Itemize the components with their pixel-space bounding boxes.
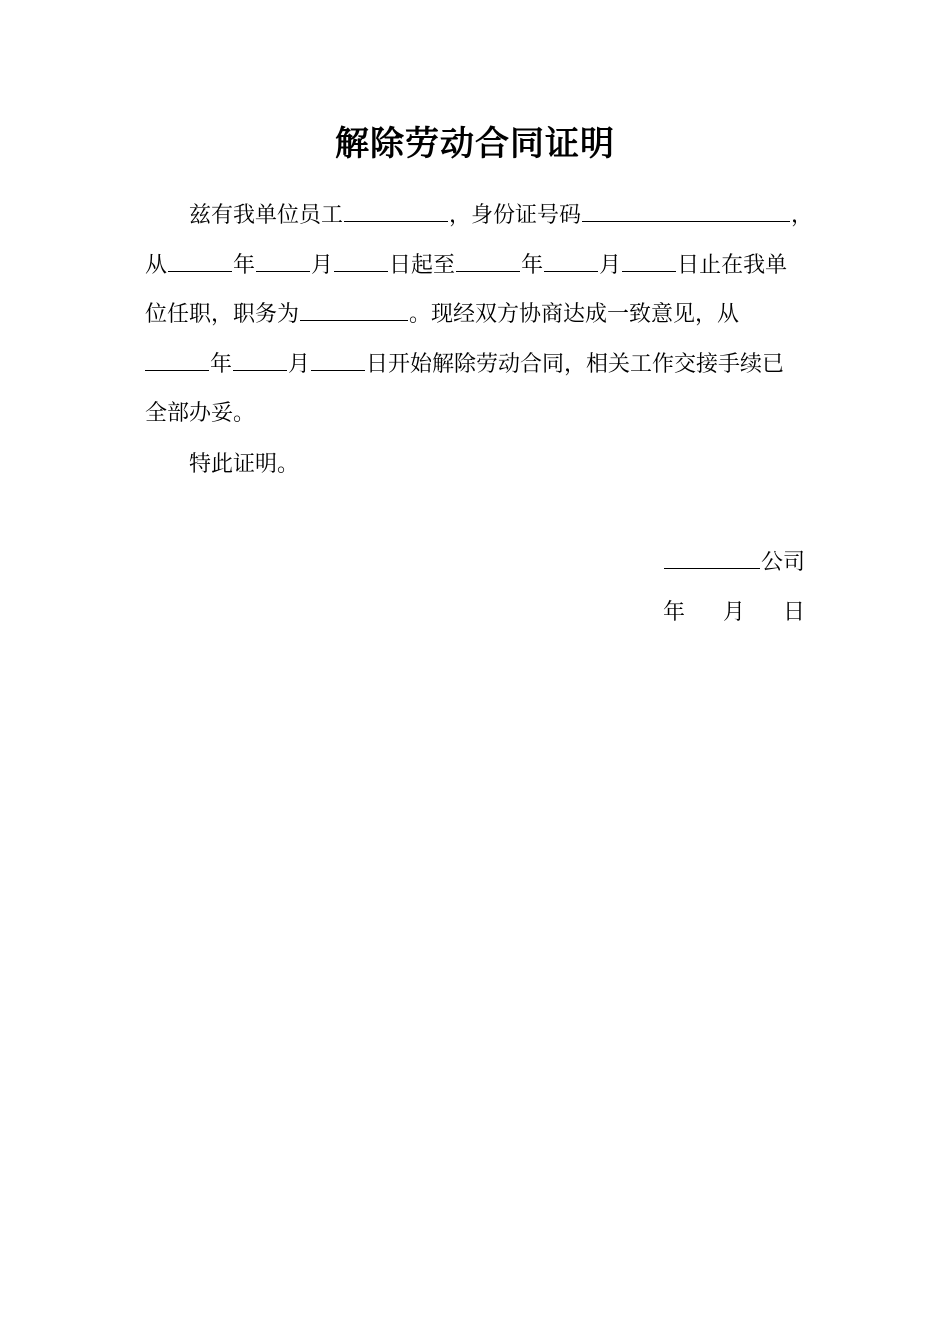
text-segment: ，身份证号码: [449, 203, 582, 228]
text-segment: 月: [311, 253, 334, 278]
body-line-1: [189, 199, 813, 232]
closing-statement: 特此证明。: [189, 452, 300, 477]
end-day-blank: [622, 249, 676, 272]
position-blank: [300, 298, 408, 321]
employee-name-blank: [344, 199, 448, 222]
end-month-blank: [544, 249, 598, 272]
text-segment: 兹有我单位员工: [189, 203, 344, 228]
text-segment: 从: [145, 253, 168, 278]
start-day-blank: [334, 249, 388, 272]
text-segment: 日起至: [389, 253, 456, 278]
termination-day-blank: [311, 348, 365, 371]
signature-date: [663, 597, 805, 629]
termination-year-blank: [145, 348, 209, 371]
start-month-blank: [256, 249, 310, 272]
company-suffix: 公司: [760, 550, 805, 575]
date-month-label: 月: [722, 600, 745, 625]
text-segment: 月: [288, 352, 311, 377]
end-year-blank: [456, 249, 520, 272]
text-segment: 全部办妥。: [145, 401, 256, 426]
text-segment: 日开始解除劳动合同，相关工作交接手续已: [366, 352, 785, 377]
company-signature: [663, 546, 805, 579]
date-day-label: 日: [782, 600, 805, 625]
company-name-blank: [664, 546, 760, 569]
body-line-3: [145, 298, 739, 331]
start-year-blank: [168, 249, 232, 272]
termination-month-blank: [233, 348, 287, 371]
text-segment: 年: [521, 253, 544, 278]
text-segment: 年: [233, 253, 256, 278]
body-line-2: [145, 249, 787, 282]
document-title: 解除劳动合同证明: [335, 124, 615, 164]
date-year-label: 年: [662, 600, 685, 625]
text-segment: 年: [210, 352, 233, 377]
text-segment: 日止在我单: [677, 253, 788, 278]
body-line-4: [145, 348, 784, 381]
text-segment: ，: [791, 203, 814, 228]
text-segment: 月: [599, 253, 622, 278]
body-line-5: [145, 398, 255, 430]
text-segment: 。现经双方协商达成一致意见，从: [409, 302, 740, 327]
id-number-blank: [582, 199, 790, 222]
text-segment: 位任职，职务为: [145, 302, 300, 327]
